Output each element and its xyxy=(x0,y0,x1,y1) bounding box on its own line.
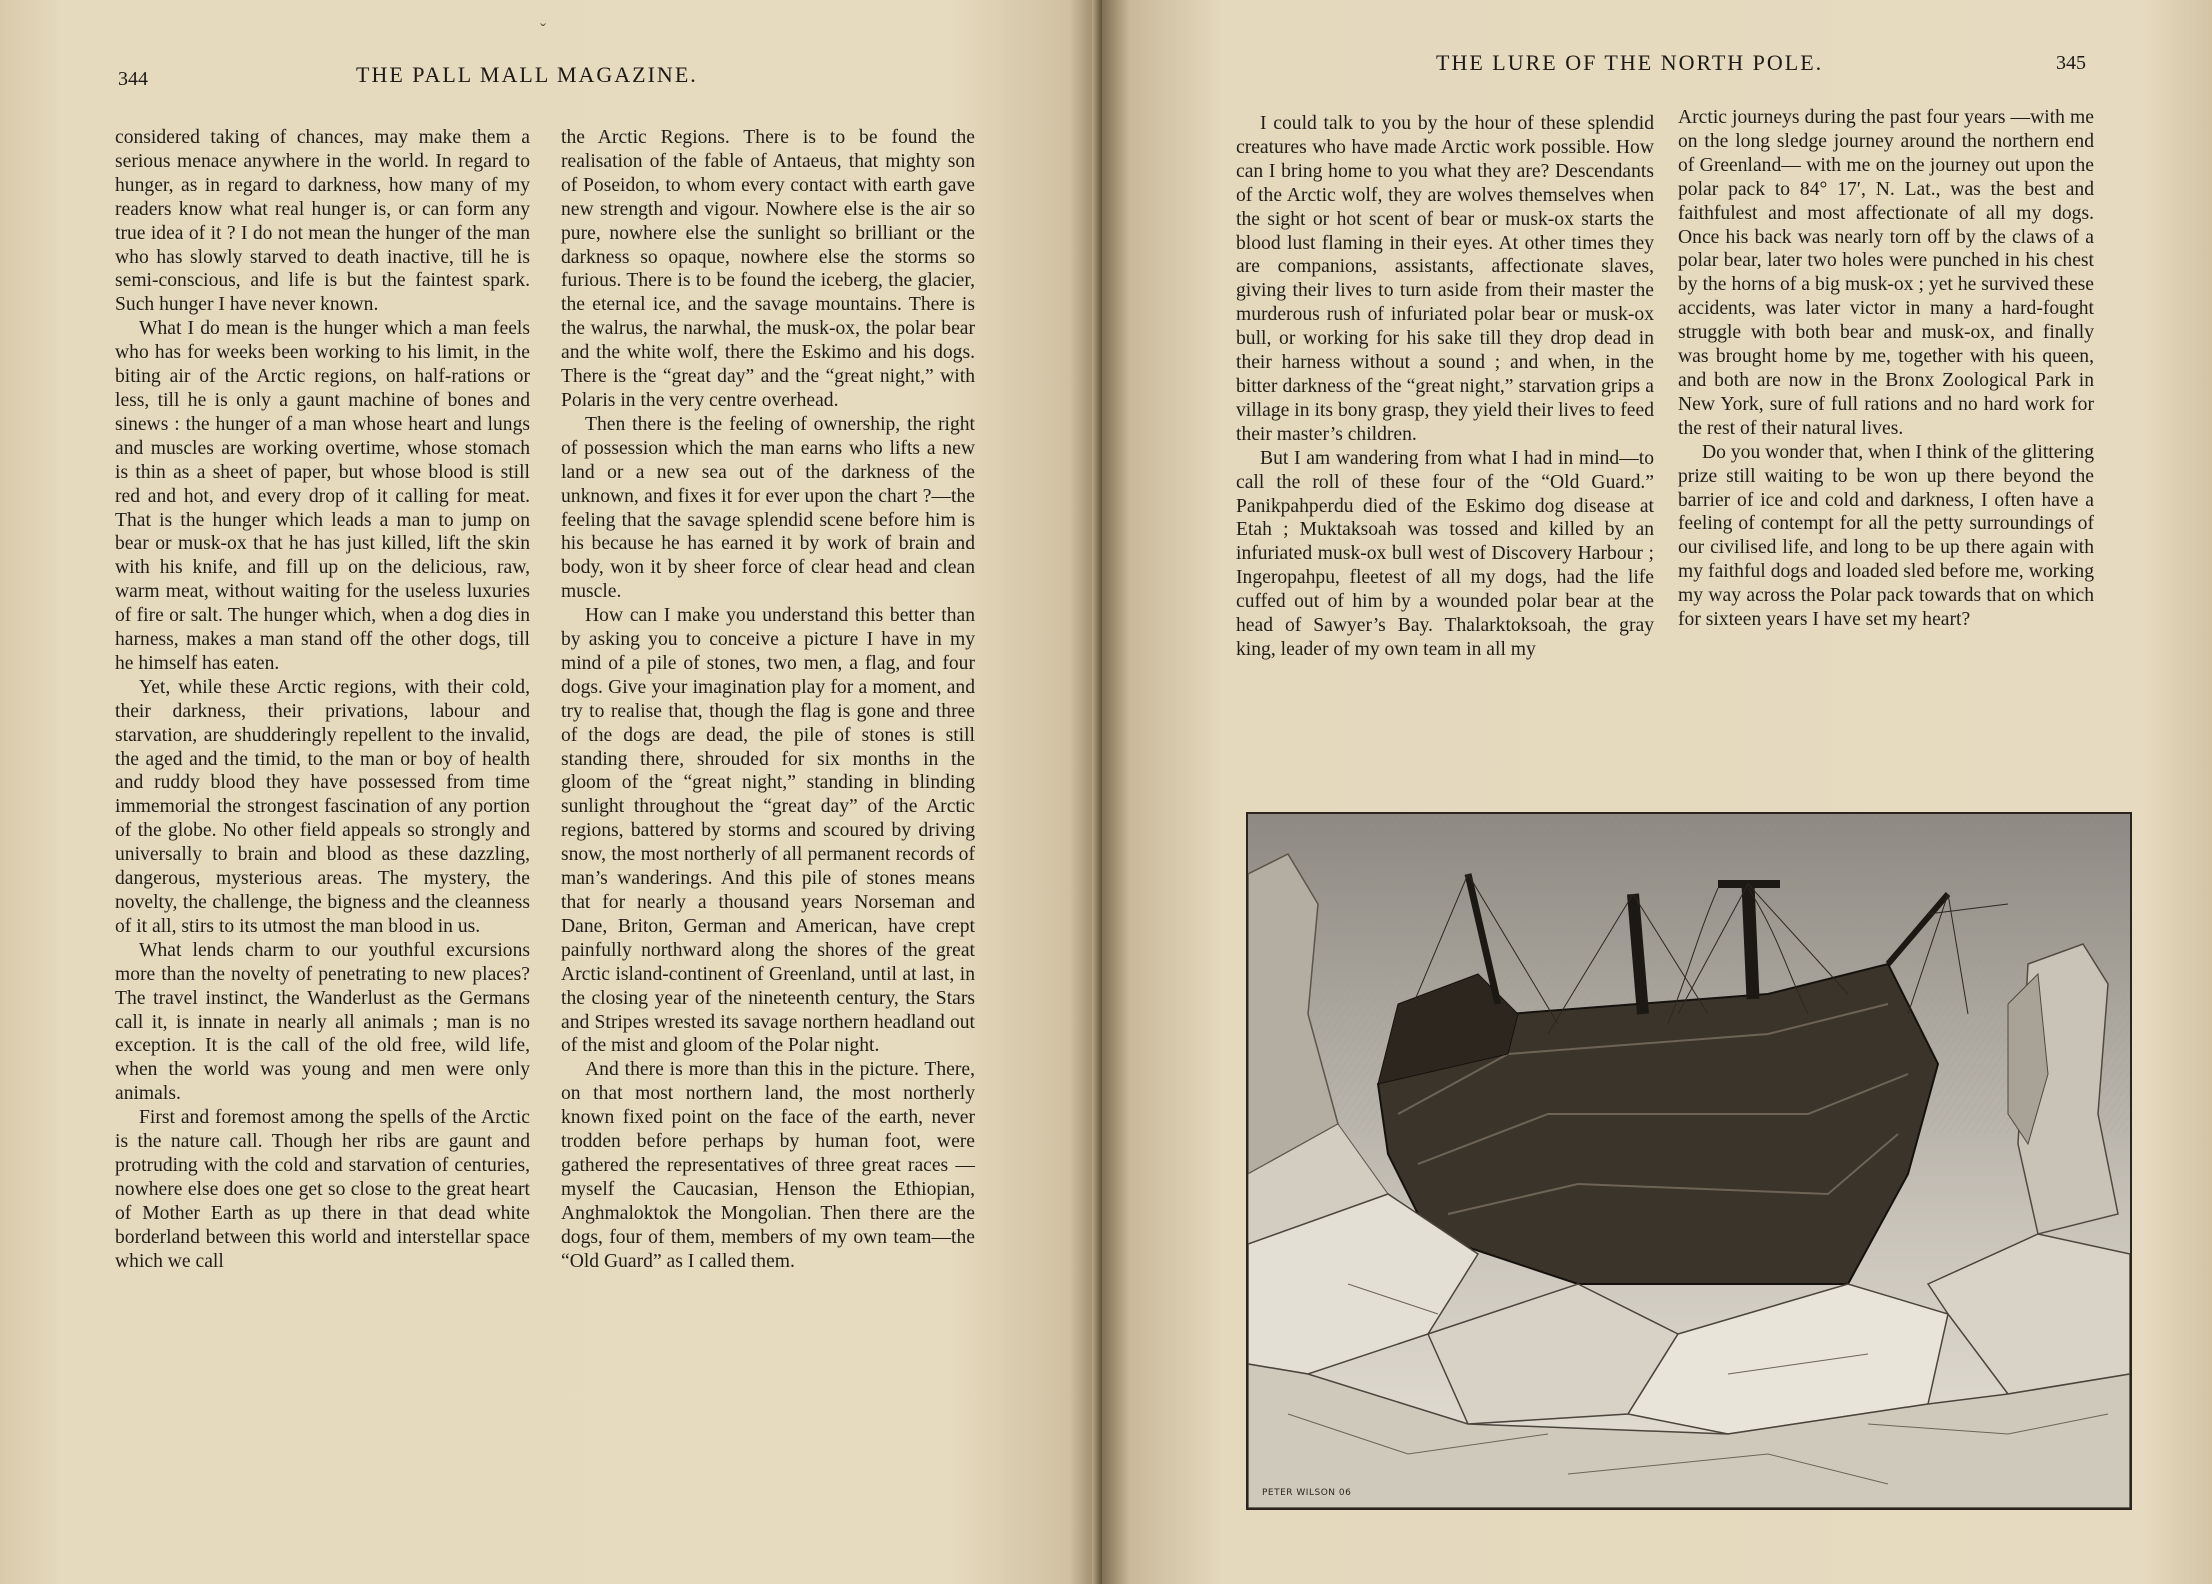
paragraph: First and foremost among the spells of the Arctic is the nature call. Though her ribs are gaunt and protruding with the cold and starvation of centuries, nowhere else does one get so close to the great heart of Mother Earth as up there in that dead white borderland between this world and interstellar space which we call xyxy=(115,1107,530,1272)
text-column-right-2 xyxy=(1678,106,2094,632)
page-number-right: 345 xyxy=(2056,52,2086,74)
page-number-left: 344 xyxy=(118,68,148,90)
paragraph: Yet, while these Arctic regions, with their cold, their darkness, their privations, labour and starvation, are shudderingly repellent to the invalid, the aged and the timid, to the man or boy of health and ruddy blood they have possessed from time immemorial the strongest fascination of any portion of the globe. No other field appeals so strongly and universally to brain and blood as these dazzling, dangerous, mysterious areas. The mystery, the novelty, the challenge, the bigness and the cleanness of it all, stirs to its utmost the man blood in us. xyxy=(115,676,530,937)
paragraph: Do you wonder that, when I think of the glittering prize still waiting to be won up there beyond the barrier of ice and cold and darkness, I often have a feeling of contempt for all the petty surroundings of our civilised life, and long to be up there again with my faithful dogs and loaded sled before me, working my way across the Polar pack towards that on which for sixteen years I have set my heart? xyxy=(1678,441,2094,631)
text-column-left-1 xyxy=(115,126,530,1274)
page-mark: ˇ xyxy=(540,20,546,40)
text-column-left-2 xyxy=(561,126,975,1274)
paragraph: How can I make you understand this better than by asking you to conceive a picture I have in my mind of a pile of stones, two men, a flag, and four dogs. Give your imagination play for a moment, and try to realise that, though the flag is gone and three of the dogs are dead, the pile of stones is still standing there, shrouded for six months in the gloom of the “great night,” standing in blinding sunlight throughout the “great day” of the Arctic regions, battered by storms and scoured by driving snow, the most northerly of all permanent records of man’s wanderings. And this pile of stones means that for nearly a thousand years Norseman and Dane, Briton, German and American, have crept painfully northward along the shores of the great Arctic island-continent of Greenland, until at last, in the closing year of the nineteenth century, the Stars and Stripes wrested its savage northern headland out of the mist and gloom of the Polar night. xyxy=(561,605,975,1057)
wrecked-ship-illustration xyxy=(1246,812,2132,1510)
text-column-right-1 xyxy=(1236,112,1654,662)
left-page xyxy=(0,0,1102,1584)
paragraph: What I do mean is the hunger which a man feels who has for weeks been working to his limit, in the biting air of the Arctic regions, on half-rations or less, till he is only a gaunt machine of bones and sinews : the hunger of a man whose heart and lungs and muscles are working overtime, whose stomach is thin as a sheet of paper, but whose blood is still red and hot, and every drop of it calling for meat. That is the hunger which leads a man to jump on bear or musk-ox that he has just killed, lift the skin with his knife, and fill up on the delicious, raw, warm meat, without waiting for the useless luxuries of fire or salt. The hunger which, when a dog dies in harness, makes a man stand off the other dogs, till he himself has eaten. xyxy=(115,318,530,674)
paragraph: Arctic journeys during the past four years —with me on the long sledge journey around the northern end of Greenland— with me on the journey out upon the polar pack to 84° 17′, N. Lat., was the best and faithfulest and most affectionate of all my dogs. Once his back was nearly torn off by the claws of a polar bear, later two holes were punched in his chest by the horns of a big musk-ox ; yet he survived these accidents, was later victor in many a hard-fought struggle with both bear and musk-ox, and finally was brought home by me, together with his queen, and both are now in the Bronx Zoological Park in New York, sure of full rations and no hard work for the rest of their natural lives. xyxy=(1678,107,2094,439)
illustration-signature: PETER WILSON 06 xyxy=(1262,1488,1352,1498)
paragraph: considered taking of chances, may make them a serious menace anywhere in the world. In regard to hunger, as in regard to darkness, how many of my readers know what real hunger is, or can form any true idea of it ? I do not mean the hunger of the man who has slowly starved to death inactive, till he is semi-conscious, and life is but the faintest spark. Such hunger I have never known. xyxy=(115,127,530,316)
paragraph: I could talk to you by the hour of these splendid creatures who have made Arctic work possible. How can I bring home to you what they are? Descendants of the Arctic wolf, they are wolves themselves when the sight or hot scent of bear or musk-ox starts the blood lust flaming in their eyes. At other times they are companions, assistants, affectionate slaves, giving their lives to turn aside from their master the murderous rush of infuriated polar bear or musk-ox bull, or working for his sake till they drop dead in their harness without a sound ; and when, in the bitter darkness of the “great night,” starvation grips a village in its bony grasp, they yield their lives to feed their master’s children. xyxy=(1236,113,1654,445)
paragraph: But I am wandering from what I had in mind—to call the roll of these four of the “Old Guard.” Panikpahperdu died of the Eskimo dog disease at Etah ; Muktaksoah was tossed and killed by an infuriated musk-ox bull west of Discovery Harbour ; Ingeropahpu, fleetest of all my dogs, had the life cuffed out of him by a wounded polar bear at the head of Sawyer’s Bay. Thalarktoksoah, the gray king, leader of my own team in all my xyxy=(1236,447,1654,660)
paragraph: Then there is the feeling of ownership, the right of possession which the man earns who lifts a new land or a new sea out of the darkness of the unknown, and fixes it for ever upon the chart ?—the feeling that the savage splendid scene before him is his because he has earned it by work of brain and body, won it by sheer force of clear head and clean muscle. xyxy=(561,413,975,603)
running-head-left: THE PALL MALL MAGAZINE. xyxy=(356,62,698,87)
running-head-right: THE LURE OF THE NORTH POLE. xyxy=(1436,50,1824,75)
paragraph: What lends charm to our youthful excursions more than the novelty of penetrating to new places? The travel instinct, the Wanderlust as the Germans call it, is innate in nearly all animals ; man is no exception. It is the call of the old free, wild life, when the world was young and men were only animals. xyxy=(115,939,530,1105)
ship-in-ice-drawing xyxy=(1248,814,2130,1508)
paragraph: the Arctic Regions. There is to be found the realisation of the fable of Antaeus, that mighty son of Poseidon, to whom every contact with earth gave new strength and vigour. Nowhere else is the air so pure, nowhere else the sunlight so brilliant or the darkness so opaque, nowhere else the storms so furious. There is to be found the iceberg, the glacier, the eternal ice, and the savage mountains. There is the walrus, the narwhal, the musk-ox, the polar bear and the white wolf, there the Eskimo and his dogs. There is the “great day” and the “great night,” with Polaris in the very centre overhead. xyxy=(561,127,975,411)
paragraph: And there is more than this in the picture. There, on that most northern land, the most northerly known fixed point on the face of the earth, never trodden before perhaps by human foot, were gathered the representatives of three great races — myself the Caucasian, Henson the Ethiopian, Anghmaloktok the Mongolian. Then there are the dogs, four of them, members of my own team—the “Old Guard” as I called them. xyxy=(561,1059,975,1272)
